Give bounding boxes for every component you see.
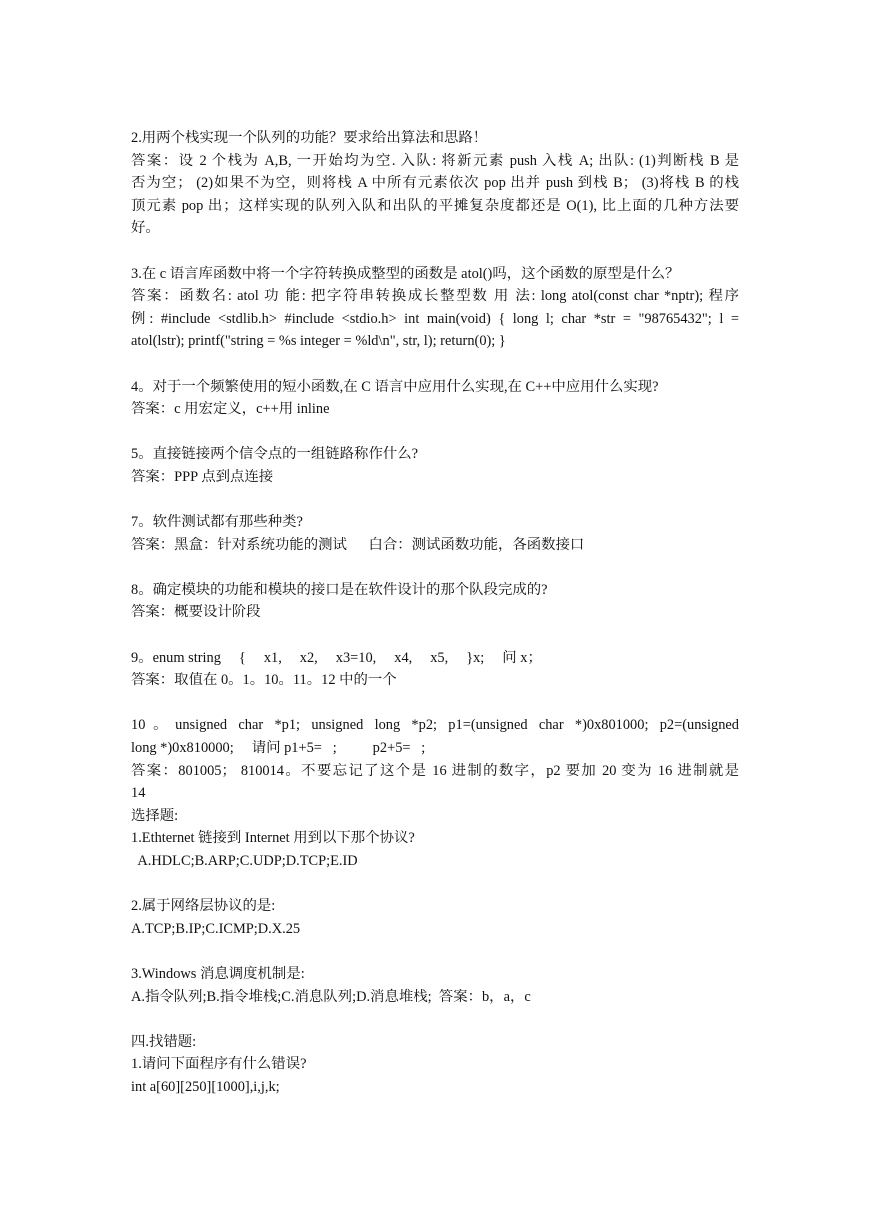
text-line: 7。软件测试都有那些种类?	[131, 514, 303, 531]
blank-line	[131, 556, 739, 579]
blank-line	[131, 624, 739, 647]
text-line: A.TCP;B.IP;C.ICMP;D.X.25	[131, 920, 301, 937]
document-body	[131, 127, 739, 1099]
text-line: 四.找错题:	[131, 1033, 197, 1050]
text-line: 答案：函数名: atol 功 能: 把字符串转换成长整型数 用 法: long atol(const char *nptr); 程序	[131, 288, 739, 305]
text-line: 答案：概要设计阶段	[131, 604, 261, 621]
text-line: 好。	[131, 220, 160, 237]
blank-line	[131, 873, 739, 896]
text-line: 答案：取值在 0。1。10。11。12 中的一个	[131, 672, 397, 689]
text-line: 2.属于网络层协议的是:	[131, 898, 276, 915]
blank-line	[131, 940, 739, 963]
blank-line	[131, 489, 739, 512]
text-line: 答案：黑盒：针对系统功能的测试 白合：测试函数功能，各函数接口	[131, 536, 585, 553]
text-line: 答案：设 2 个栈为 A,B, 一开始均为空. 入队: 将新元素 push 入栈 A; 出队: (1)判断栈 B 是	[131, 152, 739, 169]
text-line: 10。unsigned char *p1; unsigned long *p2; p1=(unsigned char *)0x801000; p2=(unsigned	[131, 717, 739, 734]
text-line: 9。enum string { x1, x2, x3=10, x4, x5, }x; 问 x；	[131, 649, 542, 666]
text-line: 答案：801005； 810014。不要忘记了这个是 16 进制的数字，p2 要加 20 变为 16 进制就是	[131, 762, 739, 779]
blank-line	[131, 692, 739, 715]
text-line: A.HDLC;B.ARP;C.UDP;D.TCP;E.ID	[131, 853, 358, 869]
blank-line	[131, 1008, 739, 1031]
blank-line	[131, 240, 739, 263]
blank-line	[131, 353, 739, 376]
text-line: atol(lstr); printf("string = %s integer = %ld\n", str, l); return(0); }	[131, 333, 506, 350]
text-line: 答案：PPP 点到点连接	[131, 468, 274, 485]
text-line: 8。确定模块的功能和模块的接口是在软件设计的那个队段完成的?	[131, 581, 548, 598]
text-line: 否为空； (2)如果不为空，则将栈 A 中所有元素依次 pop 出并 push 到栈 B； (3)将栈 B 的栈	[131, 175, 739, 192]
text-line: 3.在 c 语言库函数中将一个字符转换成整型的函数是 atol()吗，这个函数的原型是什么？	[131, 265, 680, 282]
text-line: 14	[131, 785, 146, 802]
text-line: 1.Ethternet 链接到 Internet 用到以下那个协议?	[131, 830, 415, 847]
text-line: int a[60][250][1000],i,j,k;	[131, 1078, 280, 1095]
text-line: 4。对于一个频繁使用的短小函数,在 C 语言中应用什么实现,在 C++中应用什么实现?	[131, 378, 659, 395]
text-line: 答案：c 用宏定义，c++用 inline	[131, 401, 330, 418]
text-line: 1.请问下面程序有什么错误?	[131, 1056, 307, 1073]
text-line: 选择题:	[131, 807, 179, 824]
text-line: long *)0x810000; 请问 p1+5= ; p2+5= ;	[131, 740, 426, 757]
text-line: A.指令队列;B.指令堆栈;C.消息队列;D.消息堆栈; 答案：b，a，c	[131, 988, 531, 1005]
blank-line	[131, 421, 739, 444]
text-line: 5。直接链接两个信令点的一组链路称作什么?	[131, 446, 419, 463]
text-line: 顶元素 pop 出；这样实现的队列入队和出队的平摊复杂度都还是 O(1), 比上面的几种方法要	[131, 197, 739, 214]
text-line: 例: #include <stdlib.h> #include <stdio.h> int main(void) { long l; char *str = "98765432"; l =	[131, 310, 739, 327]
text-line: 3.Windows 消息调度机制是:	[131, 965, 305, 982]
text-line: 2.用两个栈实现一个队列的功能？要求给出算法和思路！	[131, 130, 488, 146]
